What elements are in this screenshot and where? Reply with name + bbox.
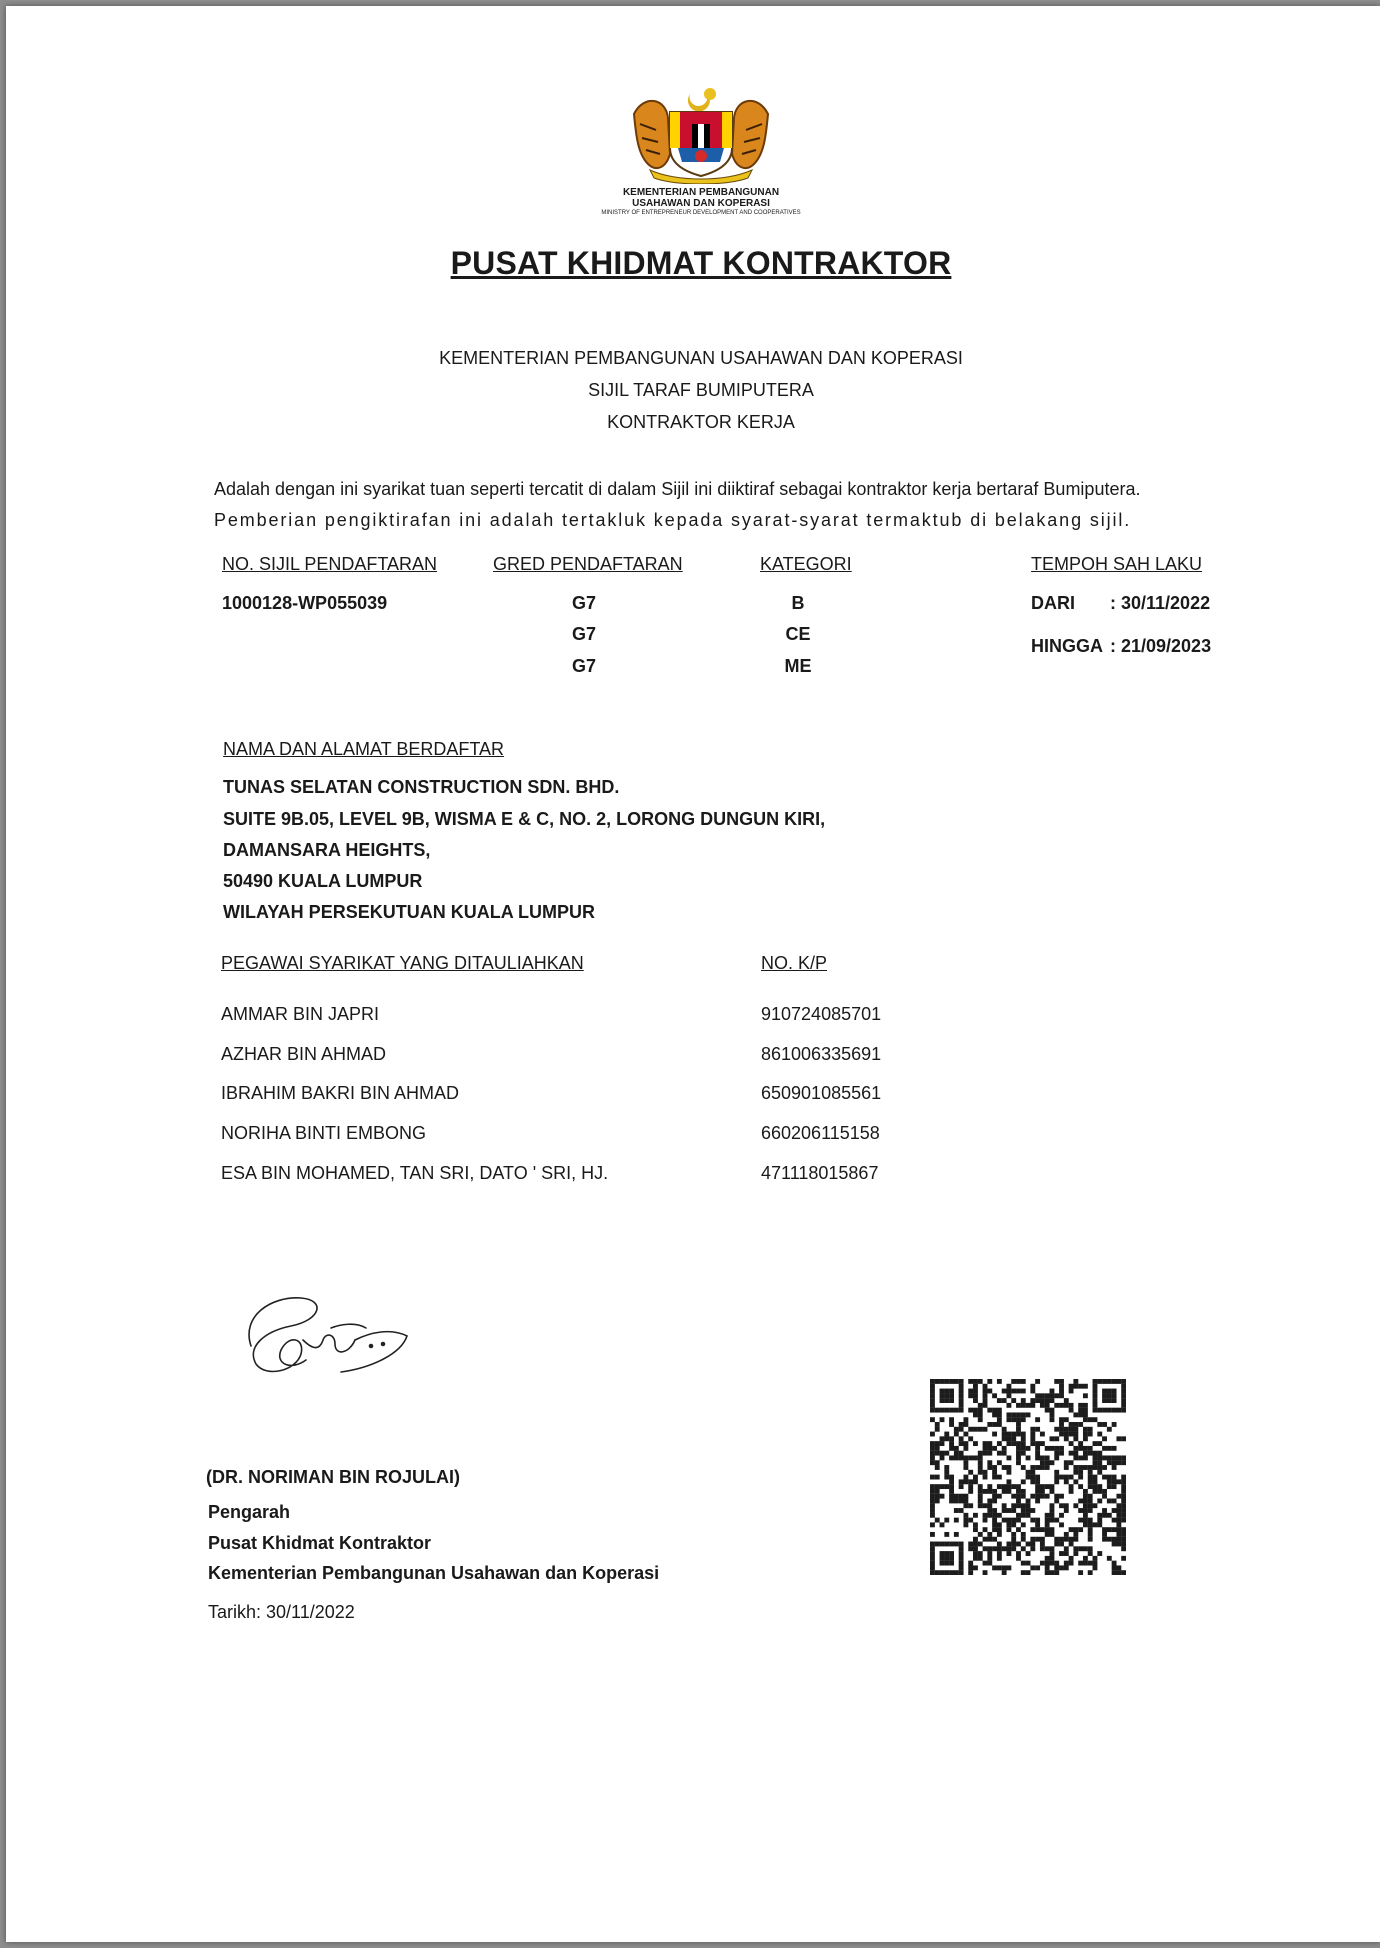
officer-name: AMMAR BIN JAPRI (221, 1004, 380, 1024)
qr-code-icon (930, 1379, 1126, 1575)
certificate-page (6, 6, 1380, 1942)
kategori-value-2: CE (785, 624, 811, 644)
signatory-name: (DR. NORIMAN BIN ROJULAI) (206, 1467, 460, 1487)
signatory-department: Pusat Khidmat Kontraktor (208, 1533, 432, 1553)
kategori-value-1: B (791, 593, 805, 613)
malaysia-coat-of-arms-icon (626, 84, 776, 184)
officers-heading: PEGAWAI SYARIKAT YANG DITAULIAHKAN (221, 953, 584, 973)
officer-ic: 910724085701 (761, 1004, 882, 1024)
header-tempoh: TEMPOH SAH LAKU (1031, 554, 1203, 574)
statement-line2: Pemberian pengiktirafan ini adalah tertakluk kepada syarat-syarat termaktub di belakang sijil. (214, 510, 1132, 530)
address-line: WILAYAH PERSEKUTUAN KUALA LUMPUR (223, 902, 596, 922)
validity-to-value: : 21/09/2023 (1110, 636, 1212, 656)
subtitle-certificate-type: SIJIL TARAF BUMIPUTERA (588, 380, 814, 400)
header-kategori: KATEGORI (760, 554, 852, 574)
validity-from-label: DARI (1031, 593, 1075, 613)
company-name: TUNAS SELATAN CONSTRUCTION SDN. BHD. (223, 777, 620, 797)
validity-from-value: : 30/11/2022 (1110, 593, 1211, 613)
address-heading: NAMA DAN ALAMAT BERDAFTAR (223, 739, 505, 759)
officer-name: NORIHA BINTI EMBONG (221, 1123, 427, 1143)
officer-name: AZHAR BIN AHMAD (221, 1044, 387, 1064)
officer-ic: 471118015867 (761, 1163, 879, 1183)
address-line: SUITE 9B.05, LEVEL 9B, WISMA E & C, NO. 2, LORONG DUNGUN KIRI, (223, 809, 826, 829)
ministry-name-english: MINISTRY OF ENTREPRENEUR DEVELOPMENT AND COOPERATIVES (601, 210, 801, 216)
validity-to-label: HINGGA (1031, 636, 1103, 656)
page-title: PUSAT KHIDMAT KONTRAKTOR (450, 245, 952, 281)
gred-value-3: G7 (572, 656, 597, 676)
officer-name: IBRAHIM BAKRI BIN AHMAD (221, 1083, 460, 1103)
officer-ic: 660206115158 (761, 1123, 880, 1143)
ministry-name-line2: USAHAWAN DAN KOPERASI (632, 198, 770, 209)
address-line: 50490 KUALA LUMPUR (223, 871, 423, 891)
signatory-position: Pengarah (208, 1502, 291, 1522)
certificate-date: Tarikh: 30/11/2022 (208, 1602, 355, 1622)
subtitle-ministry: KEMENTERIAN PEMBANGUNAN USAHAWAN DAN KOPERASI (439, 348, 963, 368)
gred-value-1: G7 (572, 593, 597, 613)
gred-value-2: G7 (572, 624, 597, 644)
ministry-name-line1: KEMENTERIAN PEMBANGUNAN (622, 187, 780, 198)
address-line: DAMANSARA HEIGHTS, (223, 840, 431, 860)
registration-number: 1000128-WP055039 (222, 593, 388, 613)
statement-line1: Adalah dengan ini syarikat tuan seperti tercatit di dalam Sijil ini diiktiraf sebagai kontraktor kerja bertaraf Bumiputera. (214, 479, 1141, 499)
kategori-value-3: ME (784, 656, 812, 676)
subtitle-contractor-type: KONTRAKTOR KERJA (607, 412, 795, 432)
header-gred: GRED PENDAFTARAN (493, 554, 683, 574)
officer-ic: 861006335691 (761, 1044, 882, 1064)
officer-ic: 650901085561 (761, 1083, 882, 1103)
officer-name: ESA BIN MOHAMED, TAN SRI, DATO ' SRI, HJ. (221, 1163, 609, 1183)
signatory-ministry: Kementerian Pembangunan Usahawan dan Koperasi (208, 1563, 660, 1583)
officers-kp-heading: NO. K/P (761, 953, 828, 973)
header-no-sijil: NO. SIJIL PENDAFTARAN (222, 554, 438, 574)
handwritten-signature-icon (231, 1276, 421, 1386)
